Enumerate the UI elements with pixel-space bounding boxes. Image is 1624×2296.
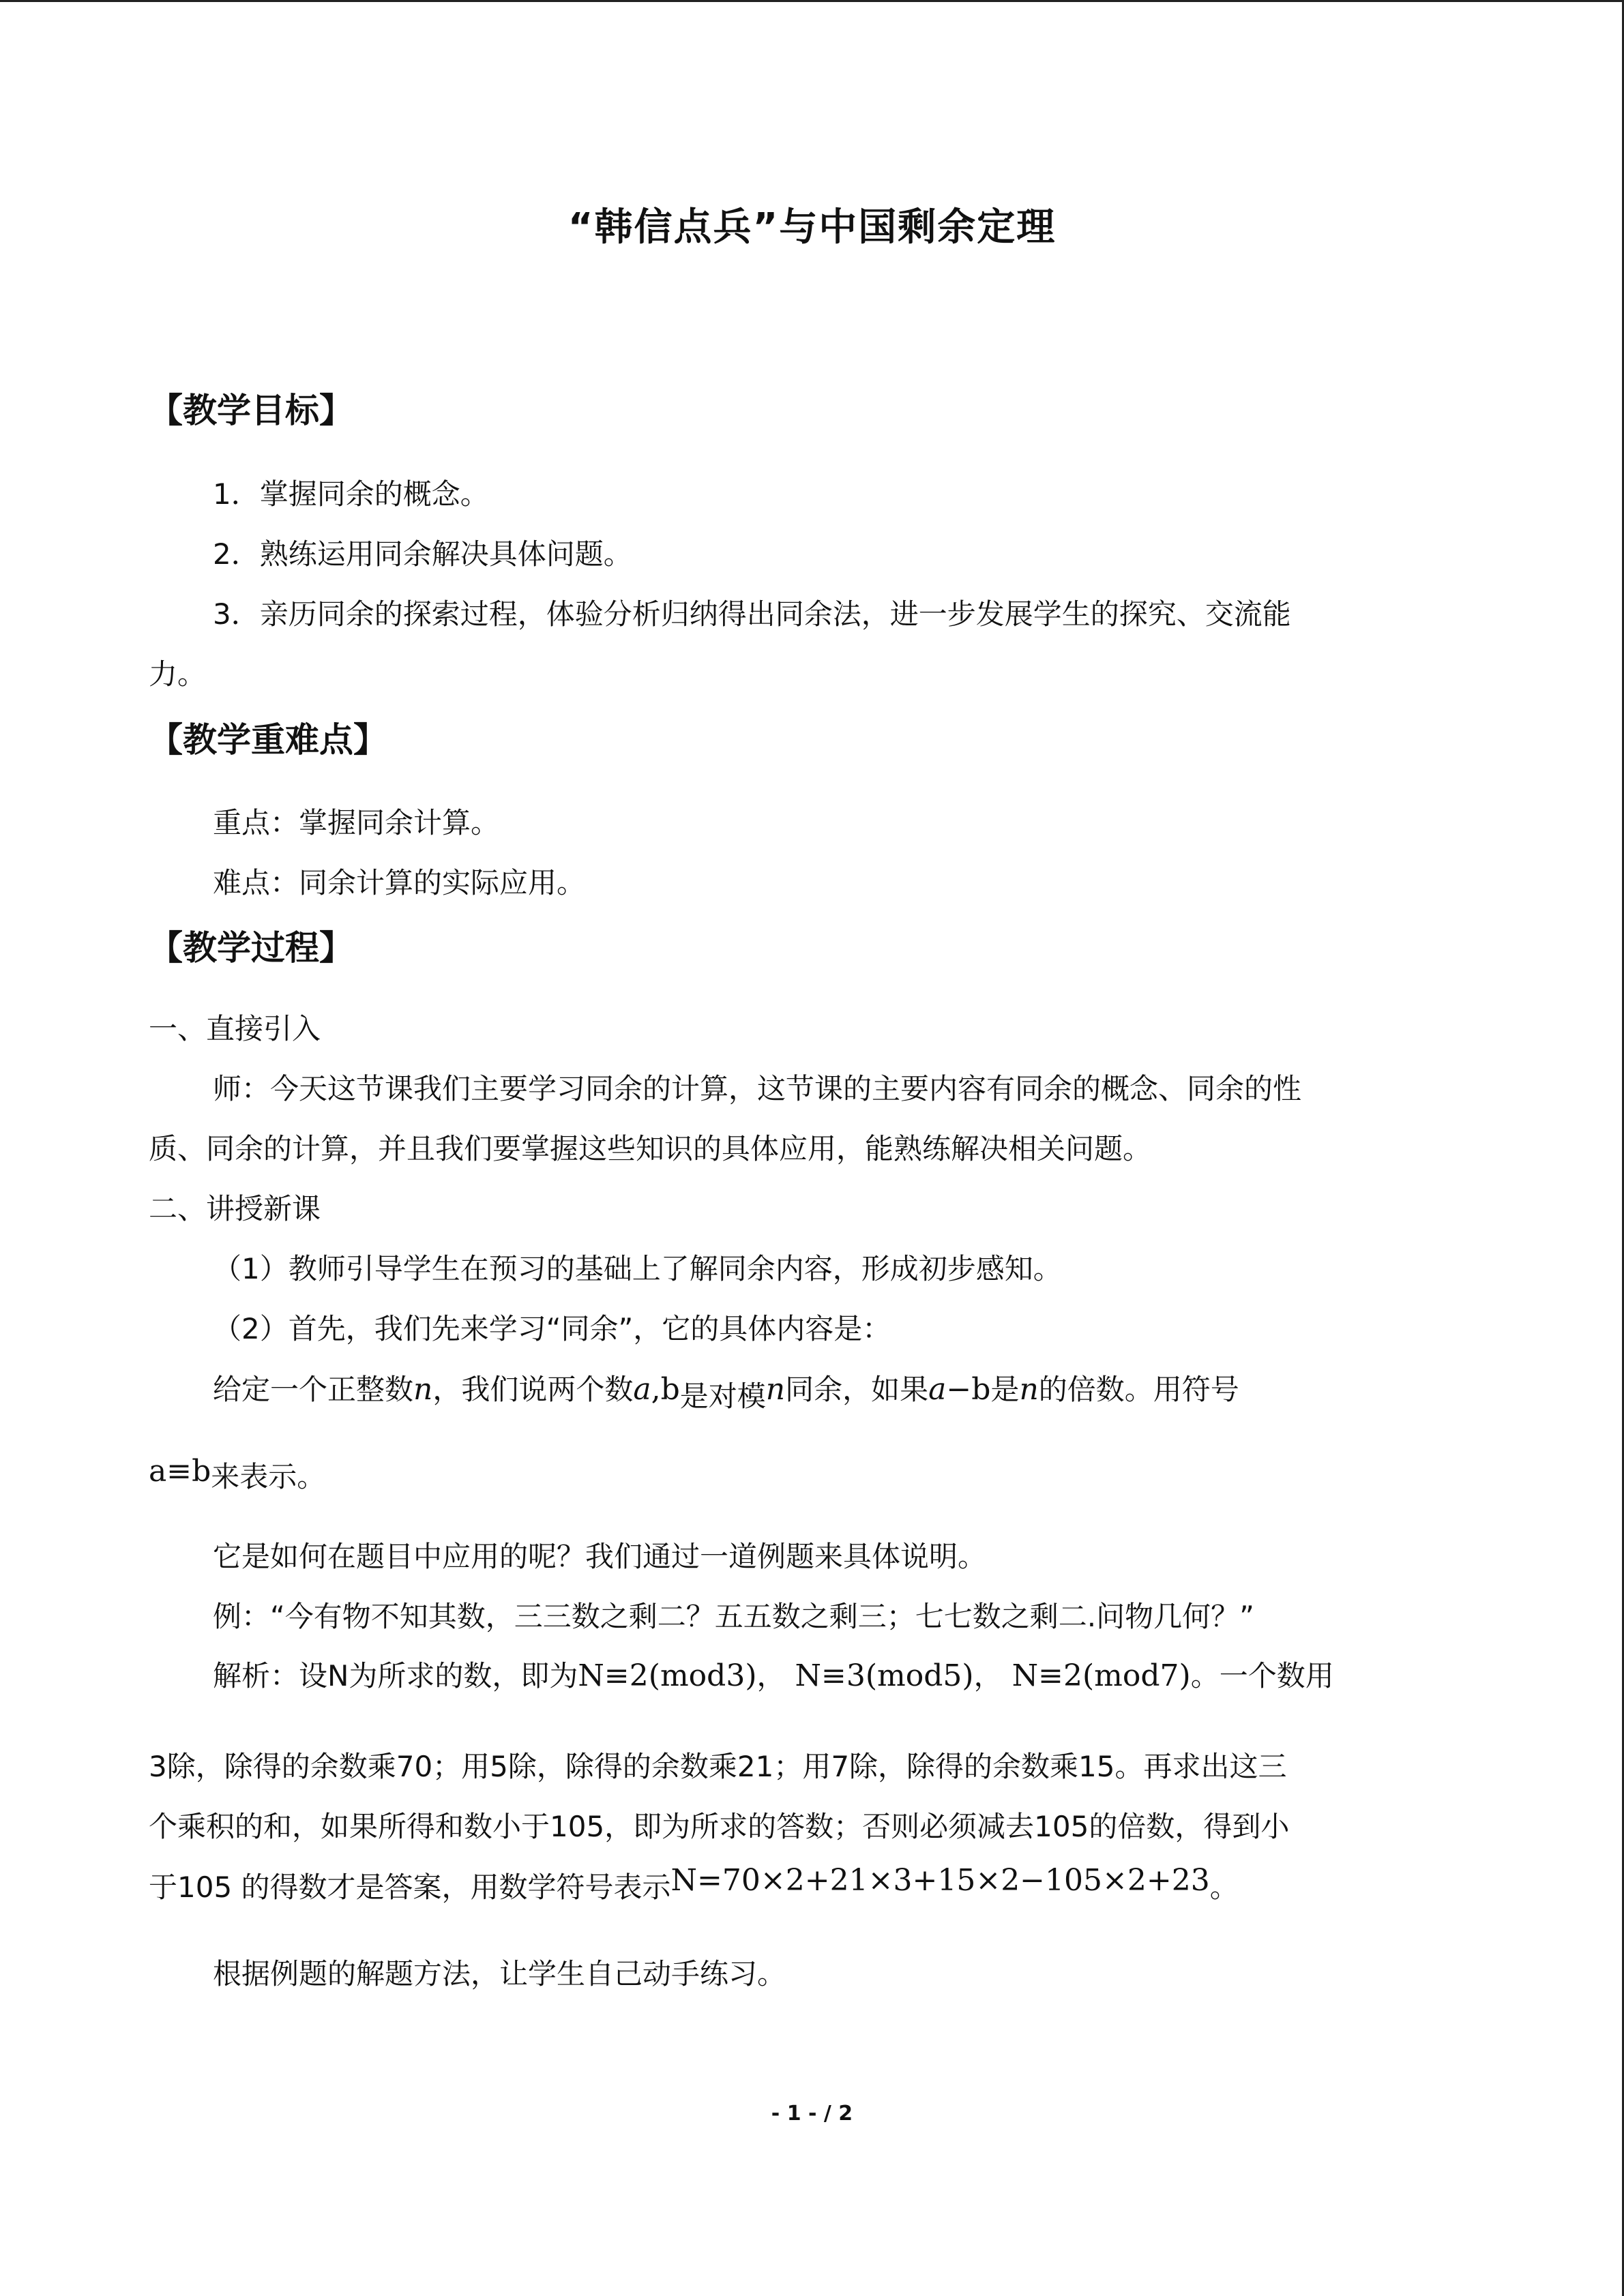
paragraph-line: 根据例题的解题方法，让学生自己动手练习。 (213, 1957, 786, 1991)
paragraph-line: 师：今天这节课我们主要学习同余的计算，这节课的主要内容有同余的概念、同余的性 (213, 1072, 1302, 1105)
solution-text: 。一个数用 (1190, 1659, 1334, 1693)
definition-text: 给定一个正整数 (213, 1373, 414, 1406)
math-variable: a (928, 1372, 947, 1407)
paragraph-line: 质、同余的计算，并且我们要掌握这些知识的具体应用，能熟练解决相关问题。 (149, 1132, 1152, 1165)
definition-line (213, 1372, 1239, 1413)
definition-text: 来表示。 (211, 1460, 326, 1493)
definition-line (149, 1454, 326, 1495)
formula-text: 。 (1209, 1870, 1239, 1904)
page-number: - 1 - / 2 (771, 2102, 853, 2126)
part-heading: 一、直接引入 (149, 1012, 321, 1045)
math-expression: −b (946, 1372, 991, 1407)
objective-item: 3．亲历同余的探索过程，体验分析归纳得出同余法，进一步发展学生的探究、交流能 (213, 597, 1291, 631)
page-title: “韩信点兵”与中国剩余定理 (567, 205, 1057, 250)
solution-text: 解析：设N为所求的数，即为 (213, 1659, 578, 1693)
definition-text: 是 (990, 1373, 1020, 1406)
definition-text: ，我们说两个数 (432, 1373, 634, 1406)
solution-text: ， (973, 1659, 1003, 1693)
section-heading-key-points: 【教学重难点】 (149, 720, 387, 760)
math-expression: N≡2(mod3) (578, 1658, 757, 1693)
math-variable: ,b (651, 1372, 680, 1407)
paragraph-line: 3除，除得的余数乘70；用5除，除得的余数乘21；用7除，除得的余数乘15。再求出这三 (149, 1750, 1287, 1783)
section-heading-objectives: 【教学目标】 (149, 391, 353, 430)
math-expression: a≡b (149, 1454, 211, 1489)
definition-text: 的倍数。用符号 (1038, 1373, 1239, 1406)
formula-text: 于105 的得数才是答案，用数学符号表示 (149, 1870, 671, 1904)
objective-item: 2．熟练运用同余解决具体问题。 (213, 537, 632, 571)
objective-item: 1．掌握同余的概念。 (213, 477, 489, 511)
step-line: （2）首先，我们先来学习“同余”，它的具体内容是： (213, 1312, 891, 1345)
objective-item-continuation: 力。 (149, 657, 207, 691)
math-expression: N≡3(mod5) (795, 1658, 974, 1693)
math-variable: n (1019, 1372, 1039, 1407)
paragraph-line: 个乘积的和，如果所得和数小于105，即为所求的答数；否则必须减去105的倍数，得到小 (149, 1810, 1290, 1843)
math-variable: n (413, 1372, 433, 1407)
section-heading-process: 【教学过程】 (149, 928, 353, 968)
step-line: （1）教师引导学生在预习的基础上了解同余内容，形成初步感知。 (213, 1252, 1062, 1285)
math-expression: N≡2(mod7) (1012, 1658, 1191, 1693)
math-expression: N=70×2+21×3+15×2−105×2+23 (670, 1863, 1210, 1898)
paragraph-line: 它是如何在题目中应用的呢？我们通过一道例题来具体说明。 (213, 1540, 987, 1573)
definition-text: 是对模 (679, 1380, 766, 1413)
formula-line (149, 1863, 1239, 1906)
key-point-item: 重点：掌握同余计算。 (213, 806, 500, 839)
example-line: 例：“今有物不知其数，三三数之剩二？五五数之剩三；七七数之剩二.问物几何？” (213, 1600, 1254, 1633)
key-point-item: 难点：同余计算的实际应用。 (213, 866, 586, 899)
solution-text: ， (756, 1659, 786, 1693)
definition-text: 同余，如果 (785, 1373, 929, 1406)
math-variable: n (765, 1372, 786, 1407)
math-variable: a (633, 1372, 651, 1407)
part-heading: 二、讲授新课 (149, 1192, 321, 1225)
solution-line (213, 1658, 1334, 1695)
